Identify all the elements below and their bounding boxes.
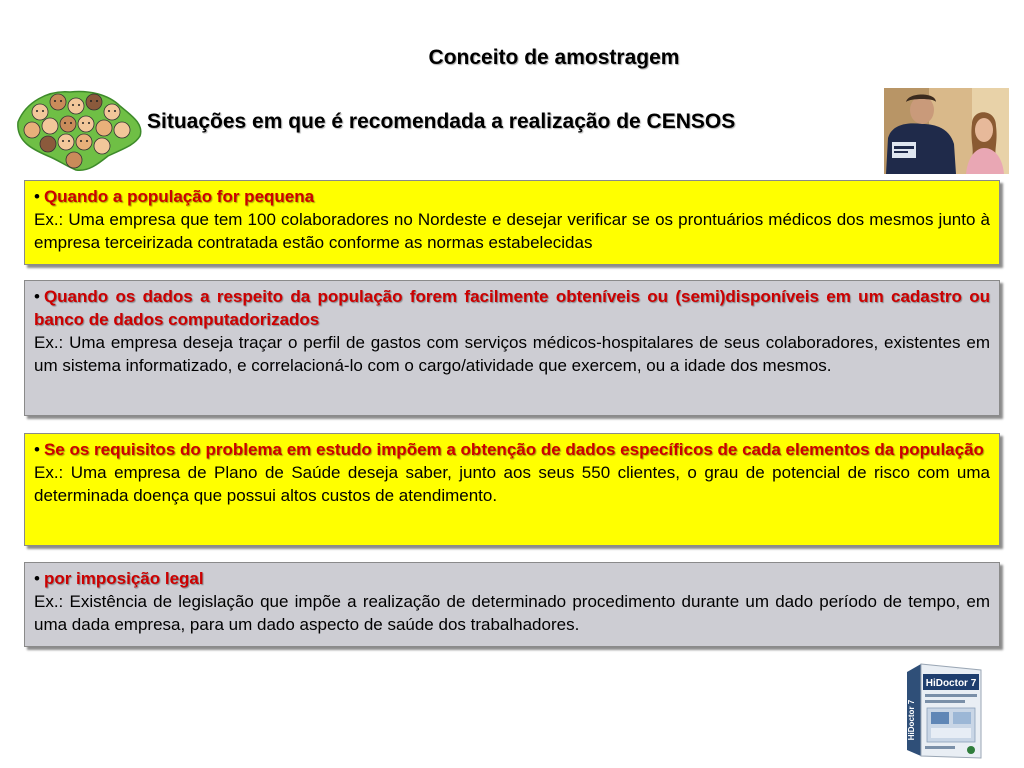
- slide-title: Conceito de amostragem: [428, 46, 680, 69]
- bullet-icon: •: [34, 569, 40, 588]
- situation-heading-row: [34, 285, 990, 331]
- bullet-icon: •: [34, 187, 40, 206]
- situation-example: Ex.: Uma empresa deseja traçar o perfil de gastos com serviços médicos-hospitalares de seus colaboradores, existentes em um sistema informatizado, e correlacioná-lo com o cargo/atividade que exercem, ou a idade dos mesmos.: [34, 333, 990, 375]
- census-agent-photo: [884, 88, 1009, 174]
- situation-heading-row: [34, 438, 990, 461]
- situation-example: Ex.: Existência de legislação que impõe a realização de determinado procedimento durante um dado período de tempo, em uma dada empresa, para um dado aspecto de saúde dos trabalhadores.: [34, 592, 990, 634]
- situation-heading: Se os requisitos do problema em estudo impõem a obtenção de dados específicos de cada elementos da população: [43, 440, 984, 459]
- product-spine-label: HiDoctor 7: [907, 699, 916, 741]
- situation-box-2: [24, 280, 1000, 416]
- brazil-map-illustration: [8, 84, 146, 176]
- bullet-icon: •: [34, 440, 40, 459]
- situation-heading-row: [34, 567, 990, 590]
- situation-box-1: [24, 180, 1000, 265]
- situation-heading: Quando a população for pequena: [43, 187, 315, 206]
- situation-example: Ex.: Uma empresa de Plano de Saúde deseja saber, junto aos seus 550 clientes, o grau de potencial de risco com uma determinada doença que possui altos custos de atendimento.: [34, 463, 990, 505]
- situation-example: Ex.: Uma empresa que tem 100 colaboradores no Nordeste e desejar verificar se os prontuários médicos dos mesmos junto à empresa terceirizada contratada estão conforme as normas estabelecidas: [34, 210, 990, 252]
- subtitle-text: Situações em que é recomendada a realização de CENSOS: [147, 110, 736, 133]
- hidoctor-box-image: [903, 660, 985, 760]
- bullet-icon: •: [34, 287, 40, 306]
- situation-heading: por imposição legal: [43, 569, 204, 588]
- situation-box-3: [24, 433, 1000, 546]
- situation-heading-row: [34, 185, 990, 208]
- situation-box-4: [24, 562, 1000, 647]
- situation-heading: Quando os dados a respeito da população forem facilmente obteníveis ou (semi)disponíveis em um cadastro ou banco de dados computadorizados: [34, 287, 990, 329]
- slide-subtitle: [147, 110, 735, 134]
- product-label: HiDoctor 7: [925, 678, 977, 689]
